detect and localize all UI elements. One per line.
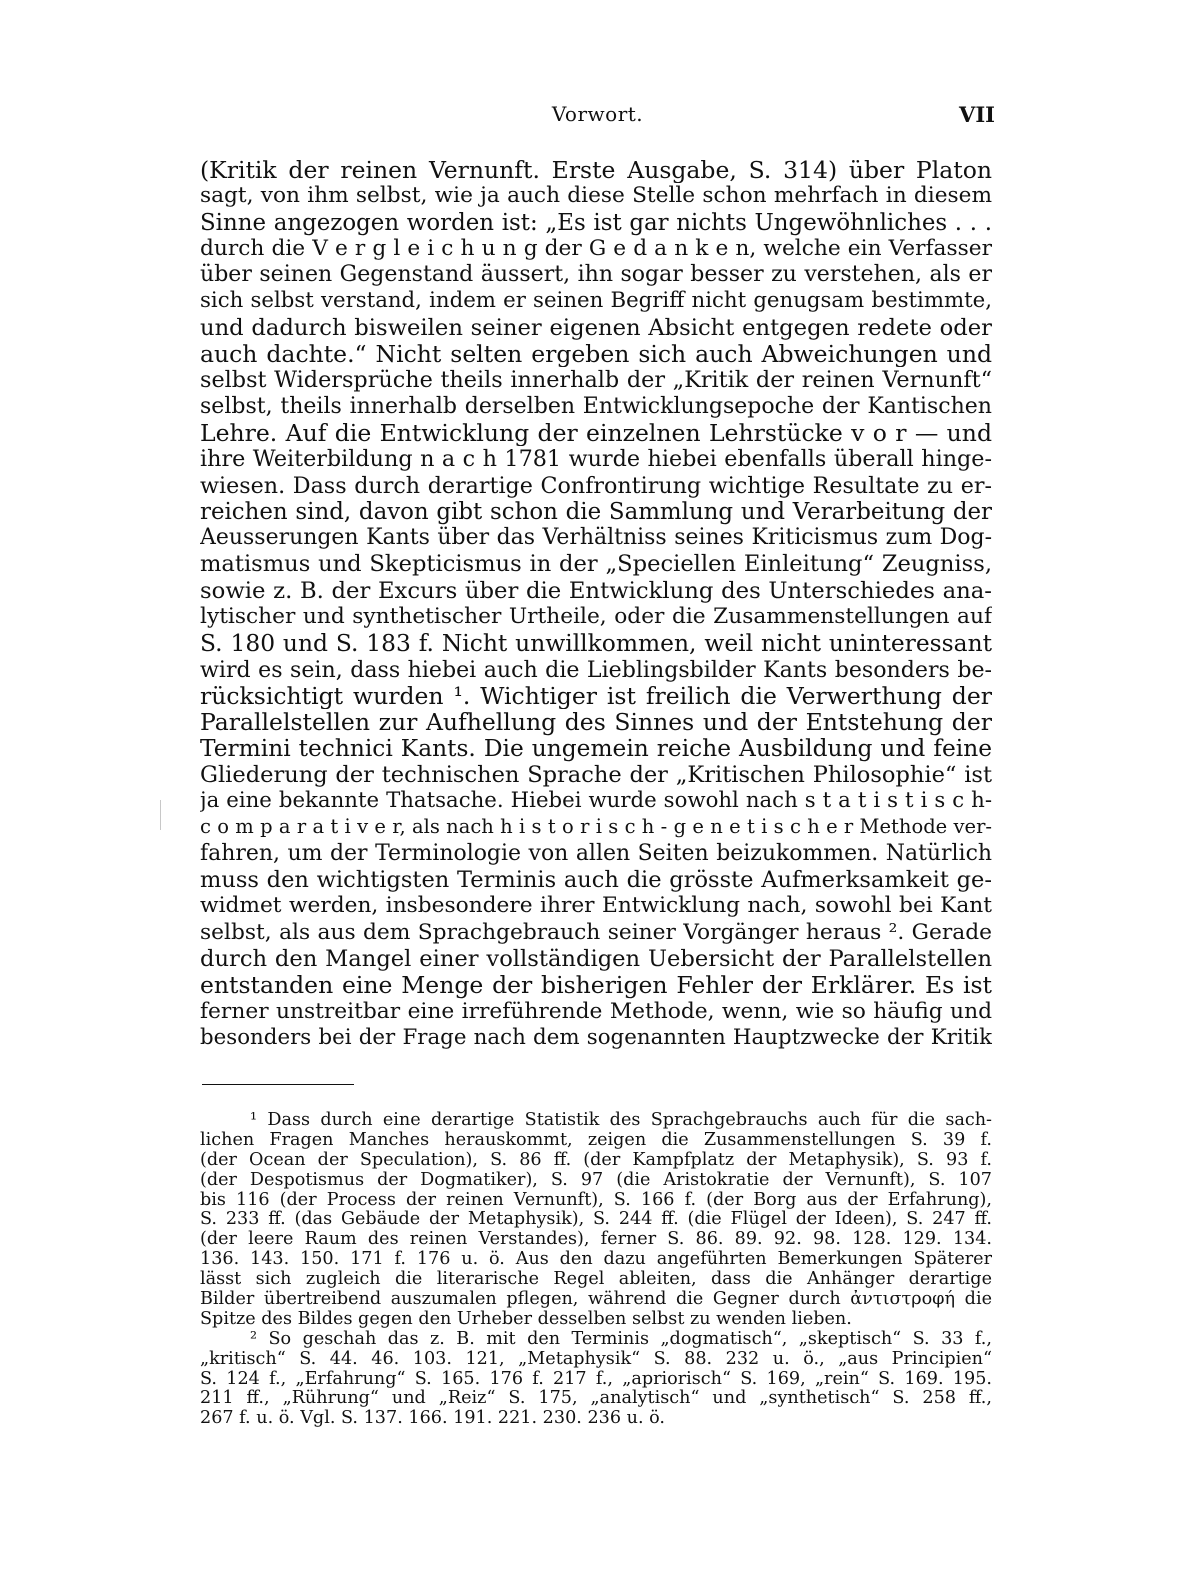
footnote-line: 136. 143. 150. 171 f. 176 u. ö. Aus den dazu angeführten Bemerkungen Späterer <box>200 1250 992 1270</box>
main-text <box>200 157 992 1051</box>
text-line: (Kritik der reinen Vernunft. Erste Ausgabe, S. 314) über Platon <box>200 157 992 184</box>
margin-mark <box>160 800 161 830</box>
footnote-line: S. 124 f., „Erfahrung“ S. 165. 176 f. 217 f., „apriorisch“ S. 169, „rein“ S. 169. 195. <box>200 1369 992 1389</box>
text-line: ferner unstreitbar eine irreführende Methode, wenn, wie so häufig und <box>200 998 992 1024</box>
text-line: muss den wichtigsten Terminis auch die grösste Aufmerksamkeit ge- <box>200 867 992 894</box>
footnote-line: (der Ocean der Speculation), S. 86 ff. (der Kampfplatz der Metaphysik), S. 93 f. <box>200 1150 992 1170</box>
footnote-separator <box>202 1084 354 1085</box>
text-line: selbst Widersprüche theils innerhalb der „Kritik der reinen Vernunft“ <box>200 367 992 394</box>
page-number: VII <box>959 102 995 127</box>
footnote-line: „kritisch“ S. 44. 46. 103. 121, „Metaphysik“ S. 88. 232 u. ö., „aus Principien“ <box>200 1349 992 1369</box>
footnote-line: S. 233 ff. (das Gebäude der Metaphysik), S. 244 ff. (die Flügel der Ideen), S. 247 ff. <box>200 1210 992 1230</box>
text-line: c o m p a r a t i v e r, als nach h i s t o r i s c h - g e n e t i s c h e r Methode ver- <box>200 815 992 839</box>
running-title: Vorwort. <box>551 102 644 126</box>
text-line: sagt, von ihm selbst, wie ja auch diese Stelle schon mehrfach in diesem <box>200 183 992 209</box>
text-line: durch die V e r g l e i c h u n g der G e d a n k e n, welche ein Verfasser <box>200 235 992 261</box>
text-line: wiesen. Dass durch derartige Confrontirung wichtige Resultate zu er- <box>200 472 992 499</box>
footnote-line: 267 f. u. ö. Vgl. S. 137. 166. 191. 221. 230. 236 u. ö. <box>200 1409 666 1429</box>
text-line: Termini technici Kants. Die ungemein reiche Ausbildung und feine <box>200 735 992 762</box>
text-line: sich selbst verstand, indem er seinen Begriff nicht genugsam bestimmte, <box>200 288 992 314</box>
footnote-line: 211 ff., „Rührung“ und „Reiz“ S. 175, „analytisch“ und „synthetisch“ S. 258 ff., <box>200 1389 992 1409</box>
footnote-line: Spitze des Bildes gegen den Urheber desselben selbst zu wenden lieben. <box>200 1309 852 1329</box>
text-line: rücksichtigt wurden ¹. Wichtiger ist freilich die Verwerthung der <box>200 682 992 710</box>
text-line: matismus und Skepticismus in der „Speciellen Einleitung“ Zeugniss, <box>200 551 992 578</box>
text-line: widmet werden, insbesondere ihrer Entwicklung nach, sowohl bei Kant <box>200 893 992 919</box>
footnotes <box>200 1111 992 1429</box>
text-line: Aeusserungen Kants über das Verhältniss seines Kriticismus zum Dog- <box>200 525 992 551</box>
footnote-line: bis 116 (der Process der reinen Vernunft), S. 166 f. (der Borg aus der Erfahrung), <box>200 1190 992 1210</box>
text-line: lytischer und synthetischer Urtheile, oder die Zusammenstellungen auf <box>200 604 992 630</box>
text-line: sowie z. B. der Excurs über die Entwicklung des Unterschiedes ana- <box>200 577 992 604</box>
text-line: und dadurch bisweilen seiner eigenen Absicht entgegen redete oder <box>200 314 992 341</box>
text-line: auch dachte.“ Nicht selten ergeben sich auch Abweichungen und <box>200 341 992 368</box>
footnote-line: lichen Fragen Manches herauskommt, zeigen die Zusammenstellungen S. 39 f. <box>200 1130 992 1150</box>
text-line: entstanden eine Menge der bisherigen Fehler der Erklärer. Es ist <box>200 972 992 999</box>
text-line: über seinen Gegenstand äussert, ihn sogar besser zu verstehen, als er <box>200 262 992 288</box>
page-header <box>200 102 995 132</box>
text-line: wird es sein, dass hiebei auch die Lieblingsbilder Kants besonders be- <box>200 656 992 683</box>
footnote-line: ² So geschah das z. B. mit den Terminis „dogmatisch“, „skeptisch“ S. 33 f., <box>250 1329 992 1349</box>
footnote-line: lässt sich zugleich die literarische Regel ableiten, dass die Anhänger derartige <box>200 1270 992 1290</box>
text-line: ihre Weiterbildung n a c h 1781 wurde hiebei ebenfalls überall hinge- <box>200 446 992 473</box>
text-line: ja eine bekannte Thatsache. Hiebei wurde sowohl nach s t a t i s t i s c h- <box>200 788 992 814</box>
footnote-line: (der leere Raum des reinen Verstandes), ferner S. 86. 89. 92. 98. 128. 129. 134. <box>200 1230 992 1250</box>
text-line: selbst, theils innerhalb derselben Entwicklungsepoche der Kantischen <box>200 393 992 419</box>
text-line: selbst, als aus dem Sprachgebrauch seiner Vorgänger heraus ². Gerade <box>200 919 992 945</box>
text-line: fahren, um der Terminologie von allen Seiten beizukommen. Natürlich <box>200 840 992 866</box>
text-line: durch den Mangel einer vollständigen Uebersicht der Parallelstellen <box>200 945 992 972</box>
text-line: reichen sind, davon gibt schon die Sammlung und Verarbeitung der <box>200 498 992 525</box>
text-line: Gliederung der technischen Sprache der „Kritischen Philosophie“ ist <box>200 761 992 788</box>
text-line: Parallelstellen zur Aufhellung des Sinnes und der Entstehung der <box>200 709 992 736</box>
text-line: Sinne angezogen worden ist: „Es ist gar nichts Ungewöhnliches . . . <box>200 209 992 236</box>
text-line: Lehre. Auf die Entwicklung der einzelnen Lehrstücke v o r — und <box>200 419 992 447</box>
text-line: S. 180 und S. 183 f. Nicht unwillkommen, weil nicht uninteressant <box>200 630 992 657</box>
text-line: besonders bei der Frage nach dem sogenannten Hauptzwecke der Kritik <box>200 1024 992 1050</box>
footnote-line: (der Despotismus der Dogmatiker), S. 97 (die Aristokratie der Vernunft), S. 107 <box>200 1170 992 1190</box>
footnote-line: ¹ Dass durch eine derartige Statistik des Sprachgebrauchs auch für die sach- <box>250 1111 992 1130</box>
footnote-line: Bilder übertreibend auszumalen pflegen, während die Gegner durch ἀντιστροφή die <box>200 1290 992 1310</box>
